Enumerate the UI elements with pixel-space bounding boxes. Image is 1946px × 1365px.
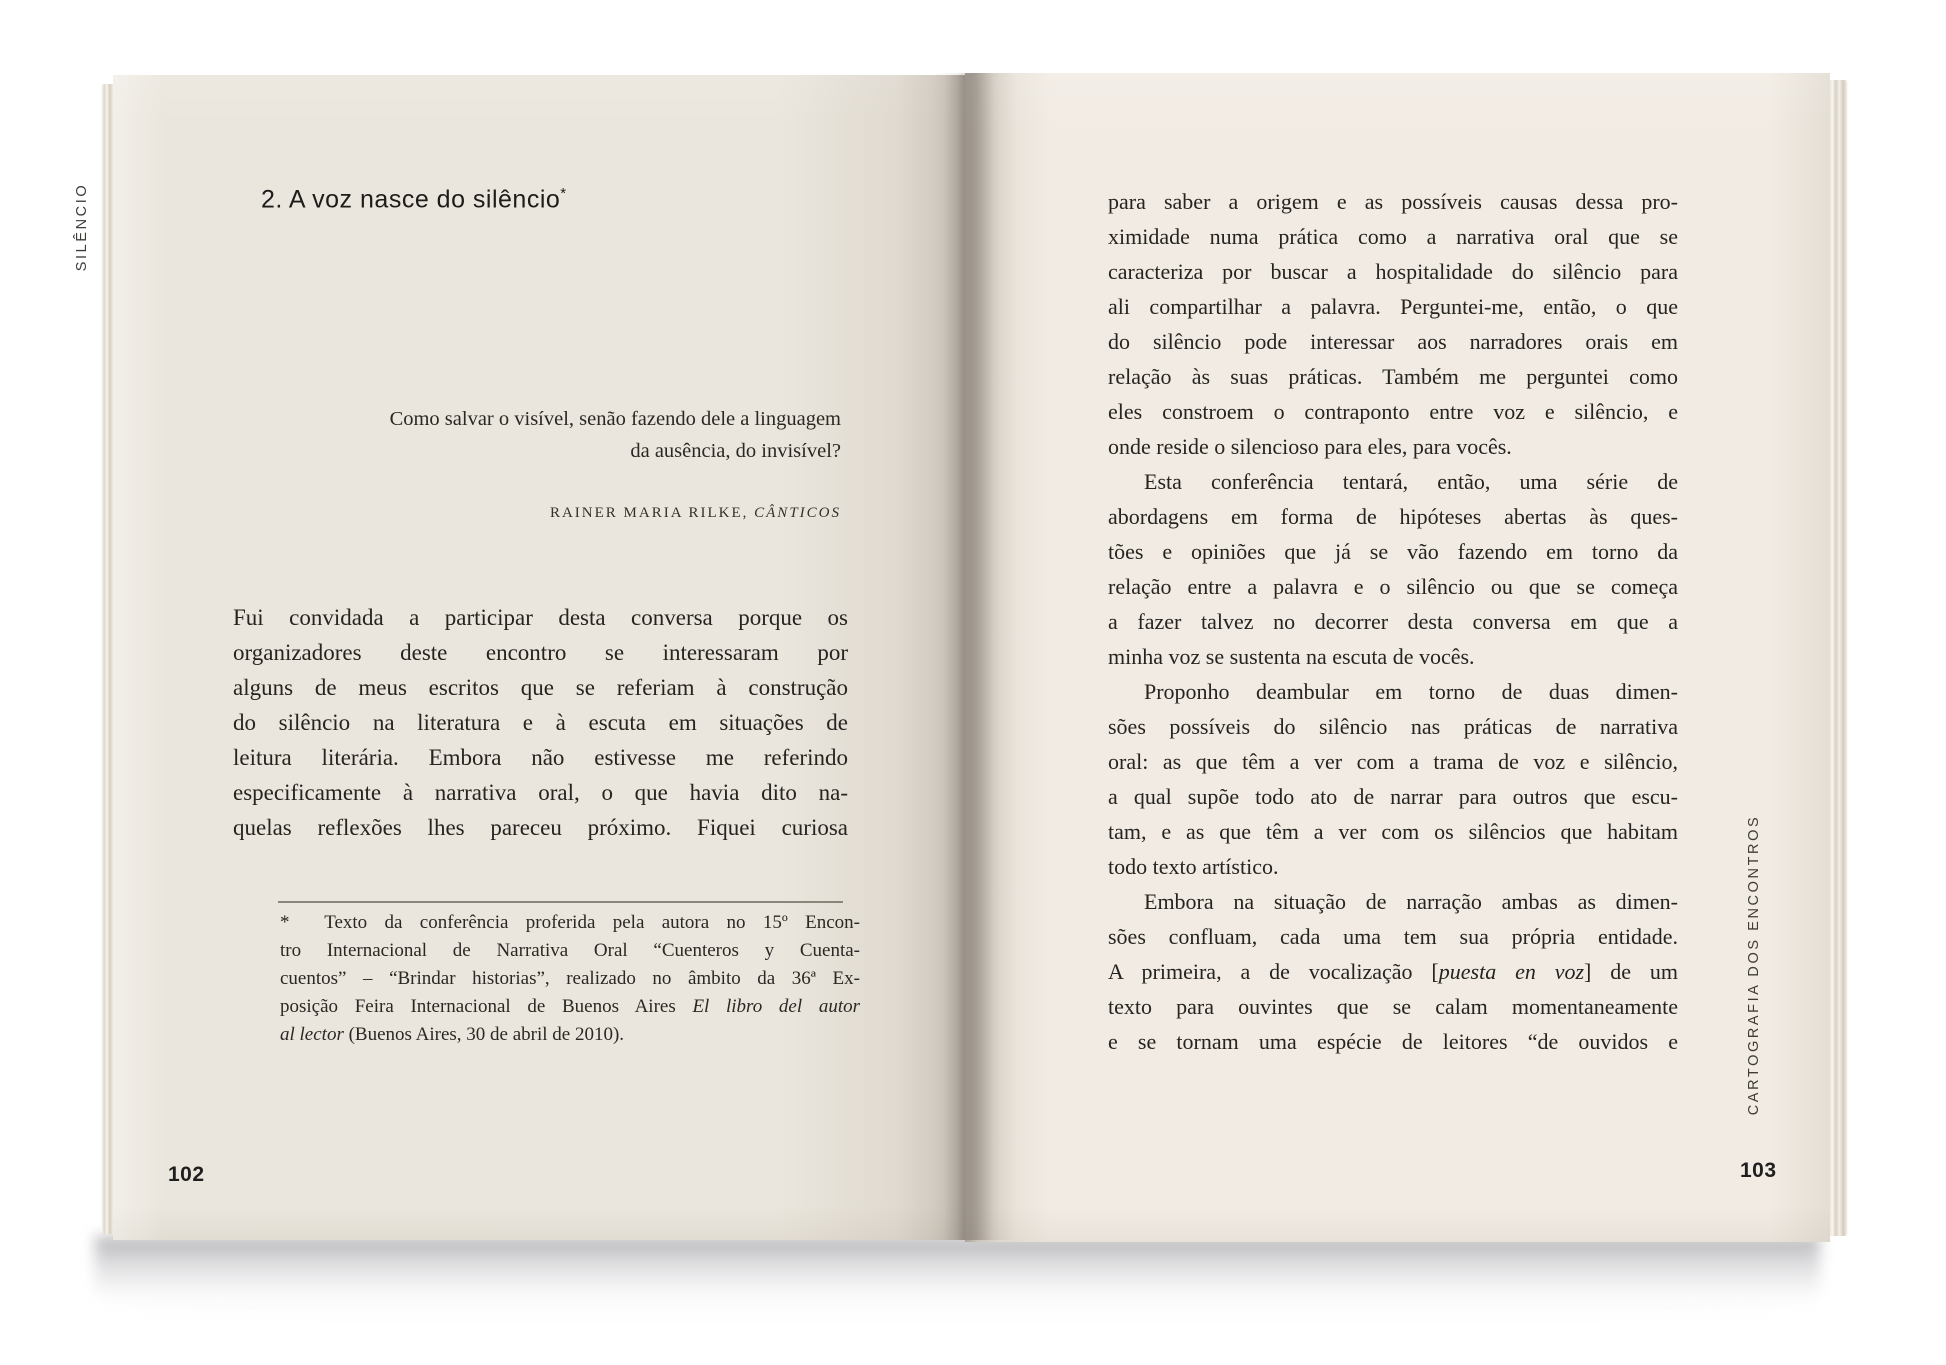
body-text-left	[233, 600, 848, 845]
text-line: Esta conferência tentará, então, uma série de	[1144, 469, 1678, 494]
text-line: A primeira, a de vocalização [puesta en voz] de um	[1108, 959, 1679, 984]
page-stack-edge-right	[1829, 80, 1848, 1236]
text-line: alguns de meus escritos que se referiam à construção	[233, 675, 848, 700]
text-line: Proponho deambular em torno de duas dimen-	[1144, 679, 1678, 704]
text-line: * Texto da conferência proferida pela autora no 15º Encon-	[280, 912, 860, 933]
footnote-rule	[278, 901, 843, 903]
text-line: a qual supõe todo ato de narrar para outros que escu-	[1108, 784, 1678, 809]
text-line: Como salvar o visível, senão fazendo dele a linguagem	[389, 408, 841, 430]
text-line: texto para ouvintes que se calam momentaneamente	[1108, 994, 1678, 1019]
left-page	[74, 75, 965, 1240]
text-line: Fui convidada a participar desta conversa porque os	[233, 605, 848, 630]
text-line: Embora na situação de narração ambas as dimen-	[1144, 889, 1678, 914]
footnote	[280, 909, 860, 1049]
chapter-title-text: 2. A voz nasce do silêncio	[261, 185, 561, 214]
text-line: posição Feira Internacional de Buenos Aires El libro del autor	[280, 996, 860, 1017]
epigraph-attribution	[303, 505, 841, 522]
text-line: todo texto artístico.	[1108, 854, 1279, 879]
body-text-right	[1108, 184, 1678, 1059]
epigraph	[303, 403, 841, 467]
paragraph-1	[1108, 184, 1678, 464]
text-line: eles constroem o contraponto entre voz e silêncio, e	[1108, 399, 1678, 424]
paragraph-4	[1108, 884, 1678, 1059]
text-line: ximidade numa prática como a narrativa oral que se	[1108, 224, 1678, 249]
text-line: abordagens em forma de hipóteses abertas às ques-	[1108, 504, 1678, 529]
text-line: tro Internacional de Narrativa Oral “Cuenteros y Cuenta-	[280, 940, 860, 961]
text-line: sões confluam, cada uma tem sua própria entidade.	[1108, 924, 1678, 949]
text-line: organizadores deste encontro se interessaram por	[233, 640, 848, 665]
text-line: do silêncio pode interessar aos narradores orais em	[1108, 329, 1678, 354]
paragraph-2	[1108, 464, 1678, 674]
text-line: ali compartilhar a palavra. Perguntei-me, então, o que	[1108, 294, 1678, 319]
text-line: quelas reflexões lhes pareceu próximo. Fiquei curiosa	[233, 815, 848, 840]
text-line: tões e opiniões que já se vão fazendo em torno da	[1108, 539, 1678, 564]
page-number-left: 102	[168, 1163, 205, 1186]
margin-label-cartografia: CARTOGRAFIA DOS ENCONTROS	[1746, 814, 1762, 1116]
chapter-title	[261, 185, 567, 214]
text-line: sões possíveis do silêncio nas práticas de narrativa	[1108, 714, 1678, 739]
text-line: a fazer talvez no decorrer desta conversa em que a	[1108, 609, 1678, 634]
epigraph-author: RAINER MARIA RILKE,	[549, 505, 749, 521]
text-line: minha voz se sustenta na escuta de vocês.	[1108, 644, 1475, 669]
text-line: cuentos” – “Brindar historias”, realizado no âmbito da 36ª Ex-	[280, 968, 860, 989]
text-line: para saber a origem e as possíveis causas dessa pro-	[1108, 189, 1678, 214]
text-line: oral: as que têm a ver com a trama de voz e silêncio,	[1108, 749, 1678, 774]
right-page	[965, 73, 1830, 1242]
text-line: onde reside o silencioso para eles, para vocês.	[1108, 434, 1512, 459]
text-line: da ausência, do invisível?	[630, 440, 841, 462]
text-line: al lector (Buenos Aires, 30 de abril de 2010).	[280, 1024, 625, 1045]
margin-label-silencio: SILÊNCIO	[74, 182, 90, 272]
paragraph-3	[1108, 674, 1678, 884]
text-line: relação às suas práticas. Também me perguntei como	[1108, 364, 1678, 389]
text-line: especificamente à narrativa oral, o que havia dito na-	[233, 780, 848, 805]
text-line: caracteriza por buscar a hospitalidade do silêncio para	[1108, 259, 1678, 284]
epigraph-work: CÂNTICOS	[754, 505, 841, 521]
text-line: relação entre a palavra e o silêncio ou que se começa	[1108, 574, 1678, 599]
chapter-title-footnote-marker: *	[560, 185, 567, 202]
book-shadow	[95, 1236, 1820, 1331]
page-number-right: 103	[1740, 1159, 1777, 1182]
text-line: e se tornam uma espécie de leitores “de ouvidos e	[1108, 1029, 1678, 1054]
text-line: do silêncio na literatura e à escuta em situações de	[233, 710, 848, 735]
text-line: tam, e as que têm a ver com os silêncios que habitam	[1108, 819, 1678, 844]
text-line: leitura literária. Embora não estivesse me referindo	[233, 745, 848, 770]
